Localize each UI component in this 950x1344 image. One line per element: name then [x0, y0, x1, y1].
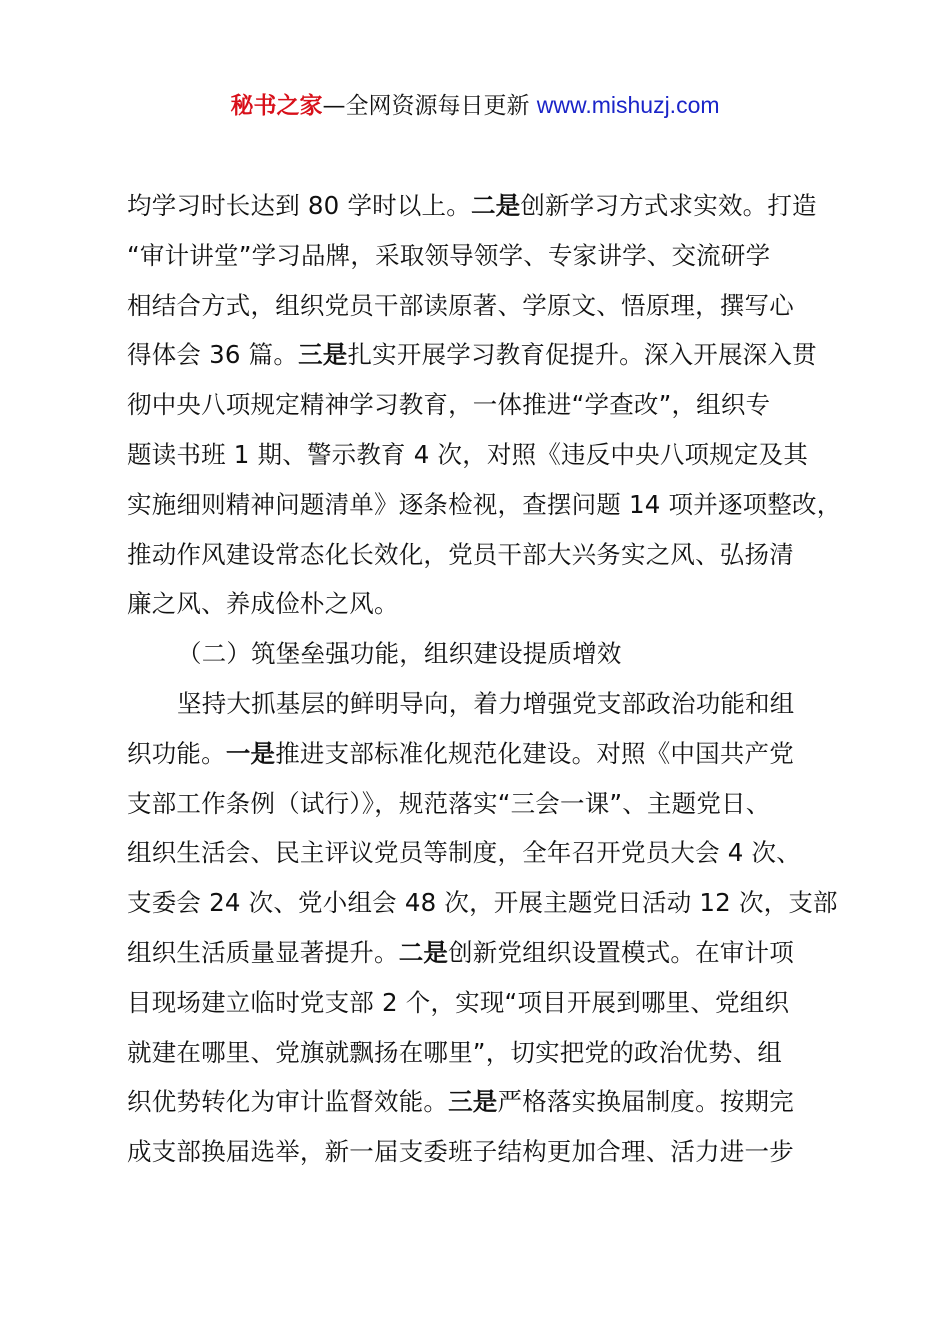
text-segment: 成支部换届选举，新一届支委班子结构更加合理、活力进一步 — [127, 1137, 794, 1167]
text-segment: 组织生活质量显著提升。 — [127, 937, 399, 967]
text-line — [127, 828, 852, 878]
bold-keyword: 一是 — [225, 738, 276, 768]
text-line — [127, 430, 852, 480]
text-line — [127, 729, 852, 779]
text-line — [127, 1028, 852, 1078]
text-segment: 织优势转化为审计监督效能。 — [127, 1087, 449, 1117]
text-line — [127, 181, 852, 231]
bold-keyword: 三是 — [448, 1087, 498, 1117]
text-line — [127, 231, 852, 281]
text-line — [127, 978, 852, 1028]
text-segment: 相结合方式，组织党员干部读原著、学原文、悟原理，撰写心 — [127, 290, 794, 320]
text-segment: 彻中央八项规定精神学习教育，一体推进“学查改”，组织专 — [127, 390, 771, 420]
text-line — [127, 1127, 852, 1177]
brand-name: 秘书之家 — [230, 93, 323, 119]
text-line — [127, 281, 852, 331]
body-text — [127, 181, 852, 1177]
text-segment: 支部工作条例（试行）》，规范落实“三会一课”、主题党日、 — [127, 788, 771, 818]
text-line — [127, 779, 852, 829]
text-segment: 创新党组织设置模式。在审计项 — [448, 937, 794, 967]
site-url[interactable]: www.mishuzj.com — [536, 92, 720, 118]
text-line — [127, 928, 852, 978]
text-segment: 题读书班 1 期、警示教育 4 次，对照《违反中央八项规定及其 — [127, 439, 809, 469]
text-line — [127, 679, 852, 729]
text-segment: 廉之风、养成俭朴之风。 — [127, 589, 399, 619]
text-segment: 支委会 24 次、党小组会 48 次，开展主题党日活动 12 次，支部 — [127, 888, 838, 918]
text-line — [127, 530, 852, 580]
watermark-header — [0, 89, 950, 122]
header-tagline: —全网资源每日更新 — [322, 93, 537, 119]
text-segment: 目现场建立临时党支部 2 个，实现“项目开展到哪里、党组织 — [127, 987, 790, 1017]
text-segment: （二）筑堡垒强功能，组织建设提质增效 — [177, 639, 622, 669]
text-segment: 均学习时长达到 80 学时以上。 — [127, 191, 471, 220]
bold-keyword: 三是 — [298, 340, 348, 370]
text-line — [127, 579, 852, 629]
section-heading — [127, 629, 852, 679]
text-line — [127, 380, 852, 430]
text-segment: 坚持大抓基层的鲜明导向，着力增强党支部政治功能和组 — [177, 688, 795, 718]
text-line — [127, 878, 852, 928]
text-line — [127, 1077, 852, 1127]
text-segment: 推进支部标准化规范化建设。对照《中国共产党 — [275, 738, 794, 768]
text-line — [127, 330, 852, 380]
bold-keyword: 二是 — [470, 191, 521, 220]
text-line — [127, 480, 852, 530]
text-segment: 实施细则精神问题清单》逐条检视，查摆问题 14 项并逐项整改， — [127, 489, 842, 519]
text-segment: 就建在哪里、党旗就飘扬在哪里”，切实把党的政治优势、组 — [127, 1037, 783, 1067]
text-segment: 扎实开展学习教育促提升。深入开展深入贯 — [347, 340, 817, 370]
text-segment: 推动作风建设常态化长效化，党员干部大兴务实之风、弘扬清 — [127, 539, 794, 569]
text-segment: 严格落实换届制度。按期完 — [497, 1087, 794, 1117]
text-segment: 创新学习方式求实效。打造 — [520, 191, 817, 220]
bold-keyword: 二是 — [398, 937, 449, 967]
text-segment: 组织生活会、民主评议党员等制度，全年召开党员大会 4 次、 — [127, 838, 801, 868]
text-segment: “审计讲堂”学习品牌，采取领导领学、专家讲学、交流研学 — [127, 240, 771, 270]
text-segment: 织功能。 — [127, 738, 226, 768]
text-segment: 得体会 36 篇。 — [127, 340, 299, 370]
